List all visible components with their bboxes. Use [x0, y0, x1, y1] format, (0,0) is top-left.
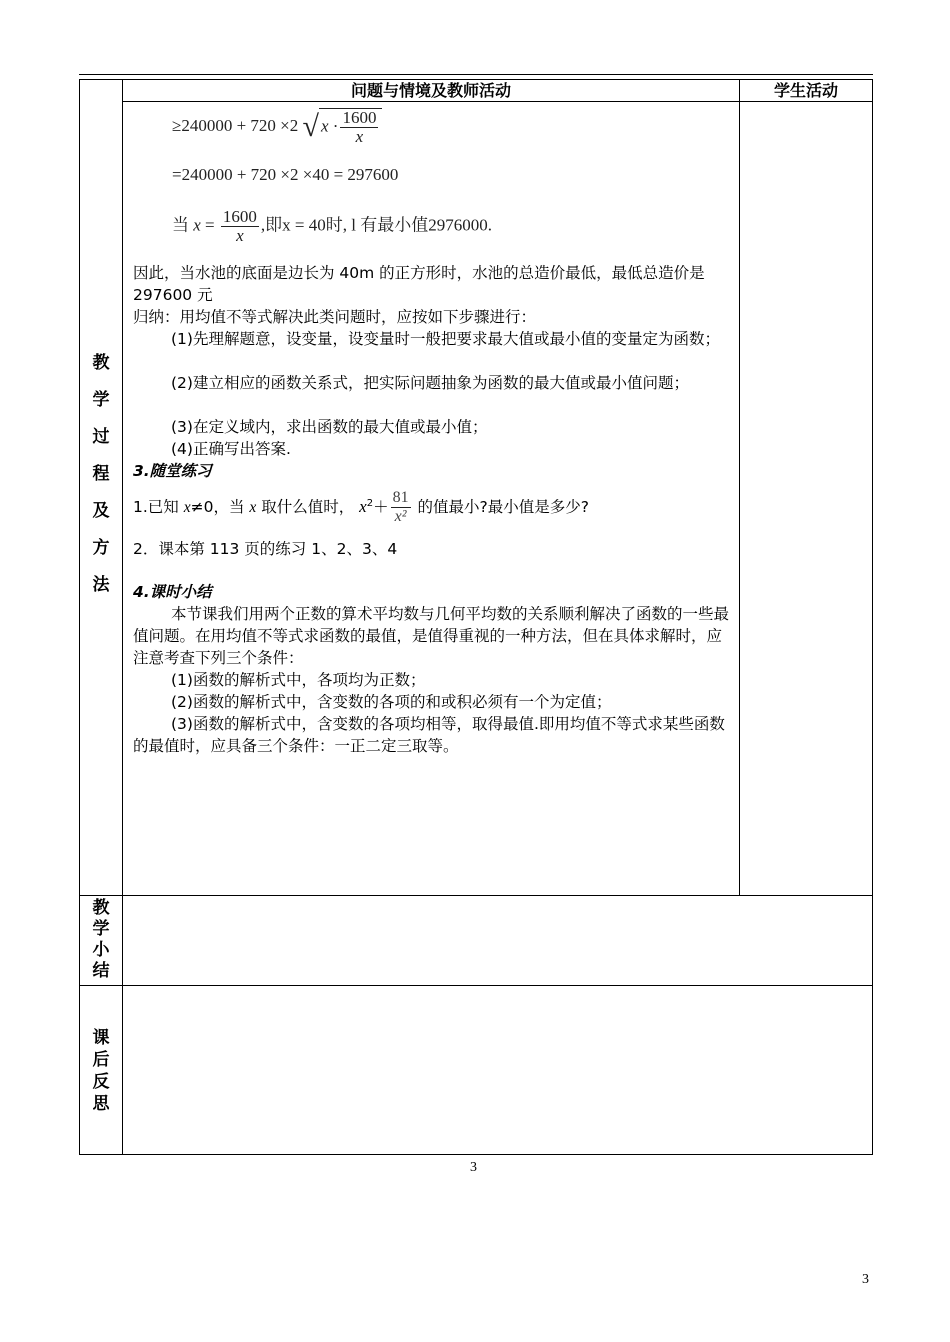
side-char: 方 — [92, 538, 110, 558]
denominator: x — [355, 127, 364, 146]
side-char: 小 — [92, 940, 110, 960]
math-var: x — [183, 499, 191, 517]
math-text: ,即x = 40时, l 有最小值2976000. — [260, 215, 492, 235]
side-label-process — [80, 345, 122, 604]
ex-text: 的值最小?最小值是多少? — [412, 498, 589, 517]
conclusion-text: 因此，当水池的底面是边长为 40m 的正方形时，水池的总造价最低，最低总造价是 297600 元 — [133, 264, 705, 304]
step-2 — [133, 372, 733, 394]
side-char: 思 — [92, 1094, 110, 1114]
radical-sign: √ — [302, 110, 319, 143]
exponent: 2 — [366, 498, 374, 509]
side-char: 程 — [92, 464, 110, 484]
fraction — [340, 109, 378, 146]
side-label-reflection — [80, 1027, 122, 1115]
side-char: 结 — [92, 961, 110, 981]
page-number-center: 3 — [470, 1160, 477, 1175]
side-label-summary — [80, 898, 122, 982]
math-dot: · — [328, 116, 339, 136]
side-char: 学 — [92, 390, 110, 410]
ex-text: ≠0，当 — [190, 498, 250, 517]
header-bottom-rule — [122, 101, 873, 102]
header-student-activity: 学生活动 — [773, 81, 838, 100]
ex-text: 取什么值时， — [256, 498, 355, 517]
summary-bottom-rule — [79, 985, 873, 986]
numerator: 1600 — [342, 108, 377, 127]
fraction — [391, 489, 411, 526]
condition-3 — [133, 713, 733, 757]
summary-paragraph — [133, 603, 733, 669]
math-line-3 — [172, 208, 492, 245]
math-var: x — [359, 497, 367, 517]
math-text: 当 — [172, 215, 189, 236]
condition-2: (2)函数的解析式中，含变数的各项的和或积必须有一个为定值； — [171, 693, 612, 711]
condition-1: (1)函数的解析式中，各项均为正数； — [171, 671, 426, 689]
para-text: 本节课我们用两个正数的算术平均数与几何平均数的关系顺利解决了函数的一些最值问题。在用均值不等式求函数的最值，是值得重视的一种方法，但在具体求解时，应注意考查下列三个条件： — [133, 605, 730, 667]
header-main-activity: 问题与情境及教师活动 — [350, 81, 511, 100]
process-bottom-rule — [79, 895, 873, 896]
side-char: 教 — [92, 353, 110, 373]
denominator: x² — [394, 508, 407, 526]
math-line-2: =240000 + 720 ×2 ×40 = 297600 — [172, 165, 399, 184]
math-text: ≥240000 + 720 ×2 — [172, 115, 299, 135]
top-rule — [79, 74, 873, 75]
side-char: 法 — [92, 575, 110, 595]
step-1 — [133, 328, 733, 350]
section-heading-summary: 4.课时小结 — [133, 583, 212, 601]
step-text: (1)先理解题意，设变量，设变量时一般把要求最大值或最小值的变量定为函数； — [171, 330, 720, 348]
side-char: 过 — [92, 427, 110, 447]
fraction — [221, 208, 259, 245]
side-char: 课 — [92, 1028, 110, 1048]
plus-sign: ＋ — [373, 498, 389, 517]
cond-text: (3)函数的解析式中，含变数的各项均相等，取得最值.即用均值不等式求某些函数的最值时，应具备三个条件：一正二定三取等。 — [133, 715, 725, 755]
math-var: x — [193, 215, 201, 235]
numerator: 81 — [392, 489, 409, 507]
step-3: (3)在定义域内，求出函数的最大值或最小值； — [171, 418, 488, 436]
math-line-1 — [172, 108, 382, 146]
radicand — [319, 108, 382, 146]
math-text: = — [200, 215, 215, 235]
step-text: (2)建立相应的函数关系式，把实际问题抽象为函数的最大值或最小值问题； — [171, 374, 689, 392]
denominator: x — [236, 226, 244, 245]
math-var: x — [320, 116, 329, 136]
math-var: x — [249, 499, 257, 517]
summary-intro: 归纳：用均值不等式解决此类问题时，应按如下步骤进行： — [133, 308, 537, 326]
sqrt-expression — [303, 108, 383, 146]
side-char: 教 — [92, 898, 110, 918]
exercise-1 — [133, 484, 733, 528]
page-number-corner: 3 — [862, 1272, 869, 1287]
side-char: 反 — [92, 1072, 110, 1092]
side-char: 及 — [92, 501, 110, 521]
numerator: 1600 — [222, 207, 257, 226]
side-column-divider — [122, 79, 123, 1155]
side-char: 学 — [92, 919, 110, 939]
side-char: 后 — [92, 1050, 110, 1070]
section-heading-practice: 3.随堂练习 — [133, 462, 212, 480]
step-4: (4)正确写出答案. — [171, 440, 291, 458]
ex-text: 1.已知 — [133, 498, 184, 517]
student-column-divider — [739, 79, 740, 895]
exercise-2: 2．课本第 113 页的练习 1、2、3、4 — [133, 540, 398, 558]
